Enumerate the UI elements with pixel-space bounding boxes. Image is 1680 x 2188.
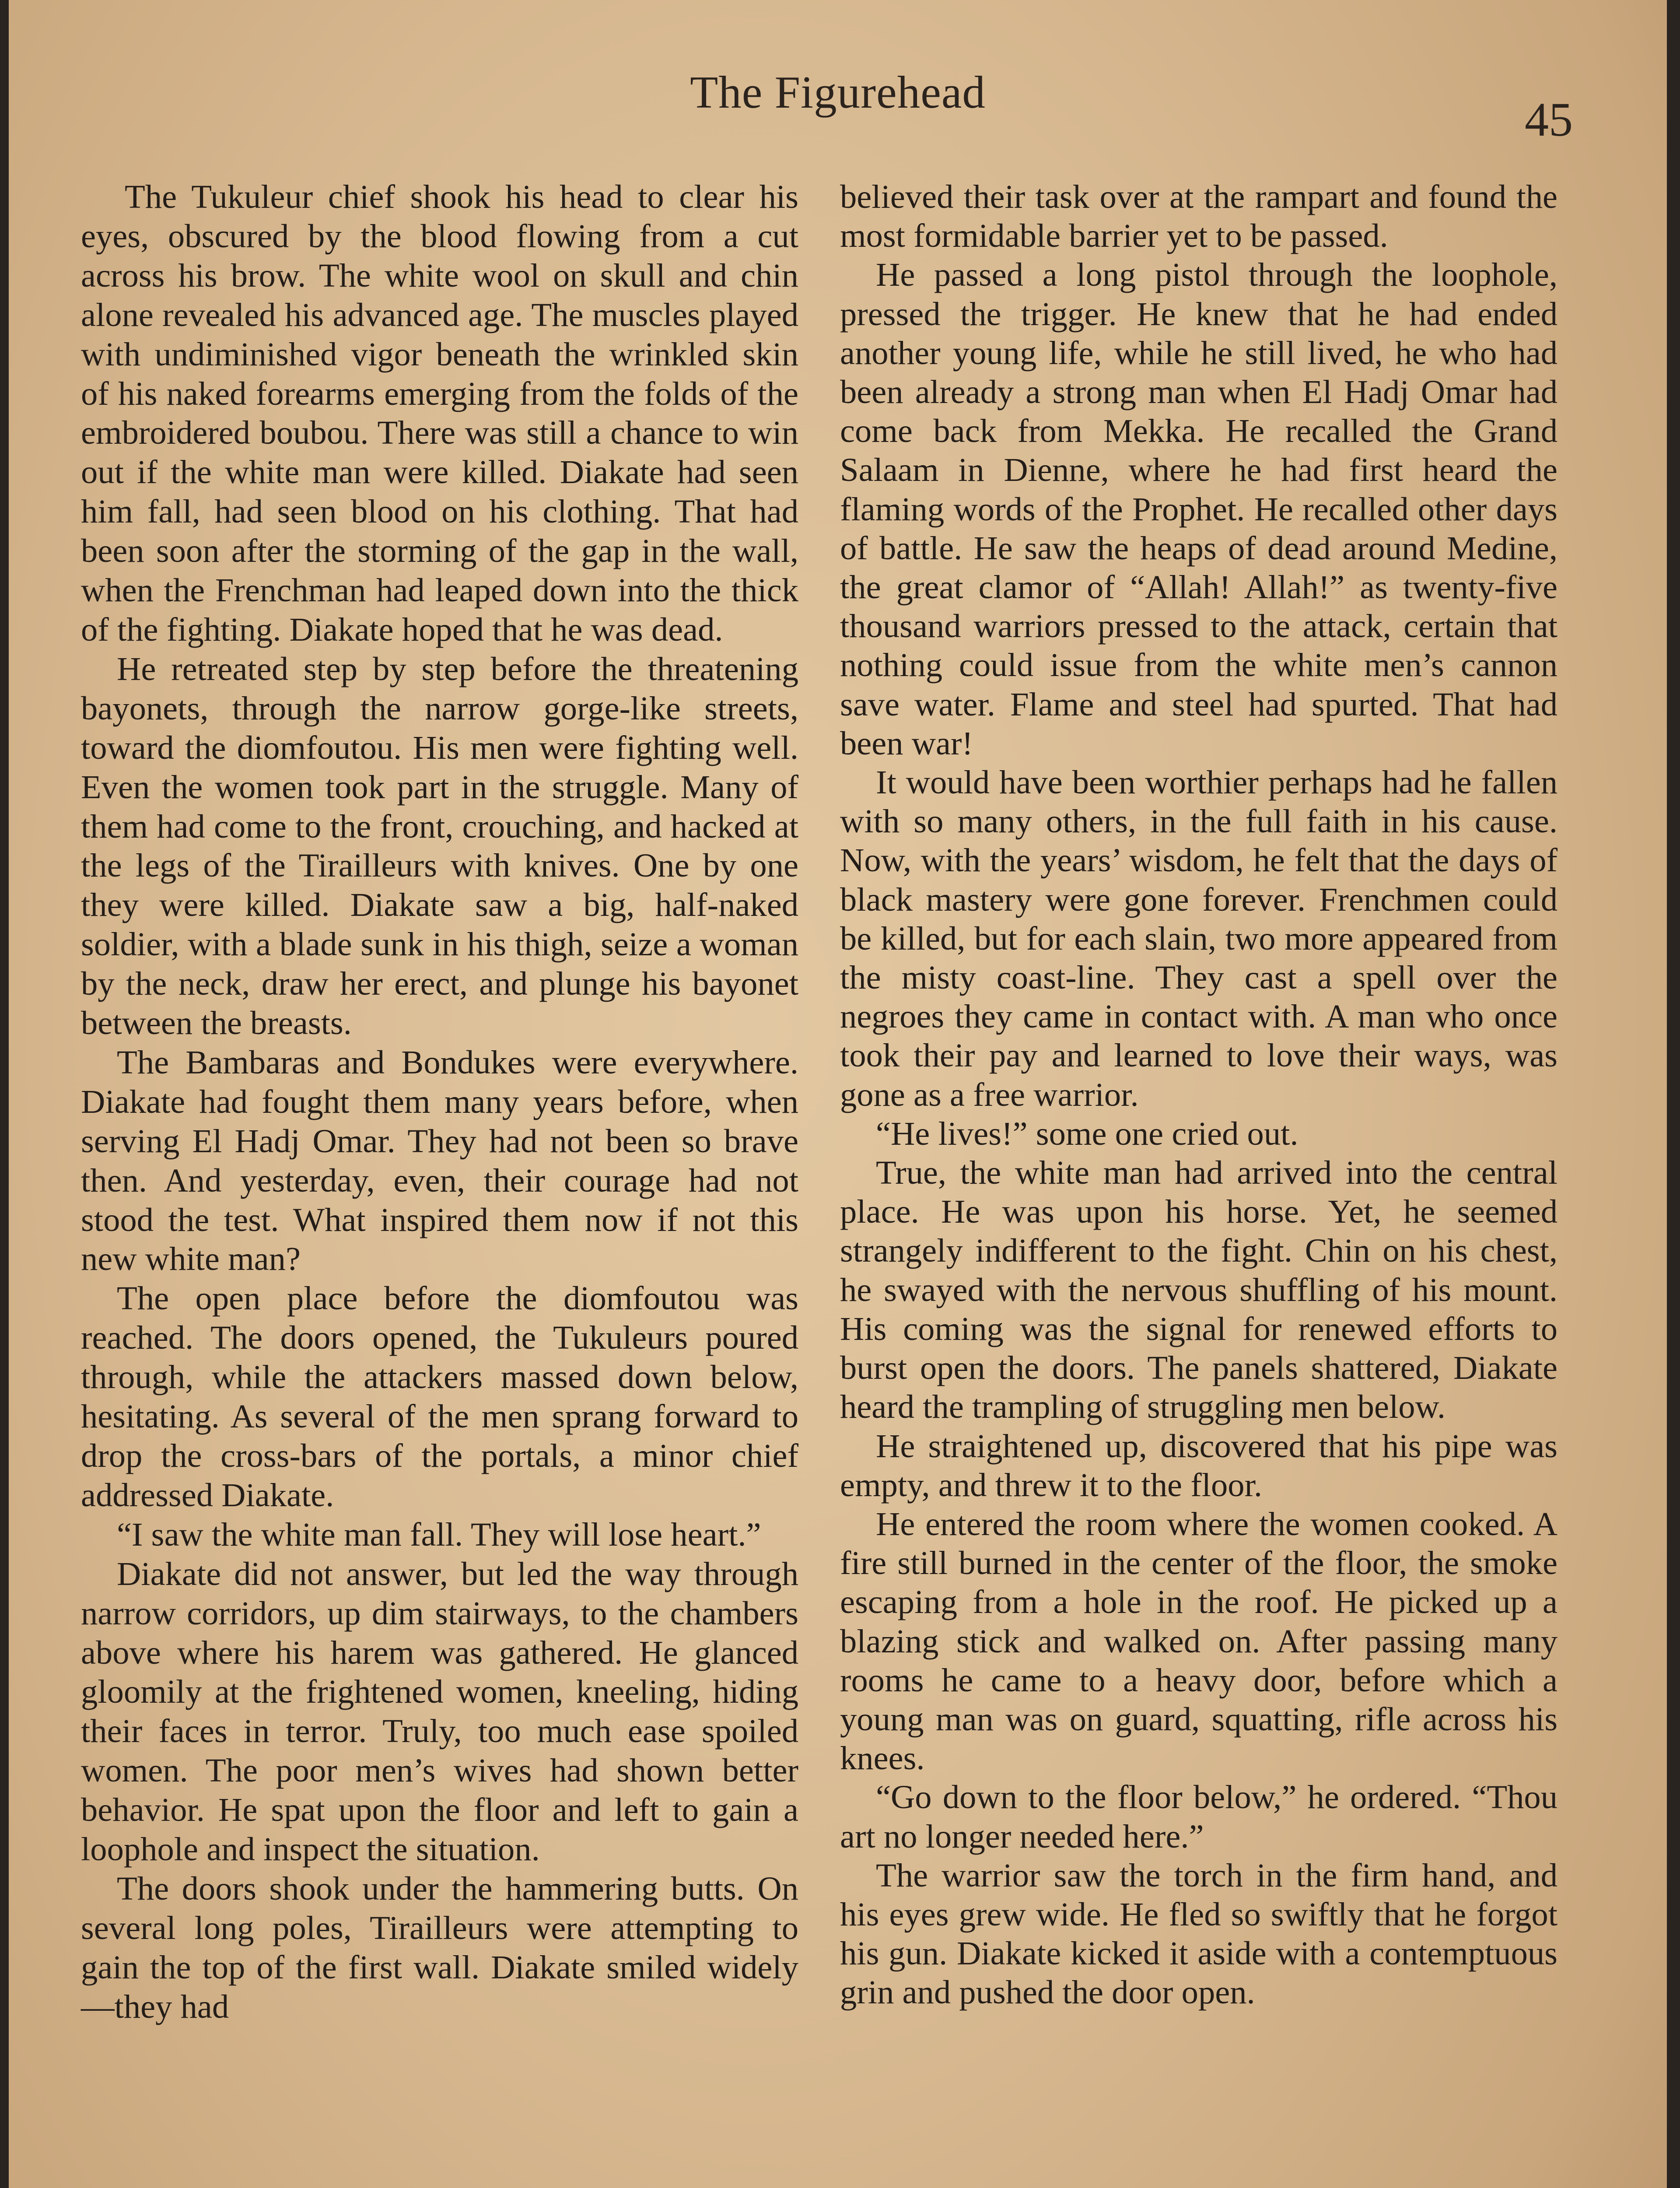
paragraph: The Tukuleur chief shook his head to clear his eyes, obscured by the blood flowing from a cut across his brow. The white wool on skull and chin alone revealed his advanced age. The muscles played with undiminished vigor beneath the wrinkled skin of his naked forearms emerging from the folds of the embroidered boubou. There was still a chance to win out if the white man were killed. Diakate had seen him fall, had seen blood on his clothing. That had been soon after the storming of the gap in the wall, when the Frenchman had leaped down into the thick of the fighting. Diakate hoped that he was dead. [81,178,798,648]
paragraph: He passed a long pistol through the loophole, pressed the trigger. He knew that he had ended another young life, while he still lived, he who had been already a strong man when El Hadj Omar had come back from Mekka. He recalled the Grand Salaam in Dienne, where he had first heard the flaming words of the Prophet. He recalled other days of battle. He saw the heaps of dead around Medine, the great clamor of “Allah! Allah!” as twenty-five thousand warriors pressed to the attack, certain that nothing could issue from the white men’s cannon save water. Flame and steel had spurted. That had been war! [840,256,1558,762]
paragraph: “I saw the white man fall. They will lose heart.” [117,1515,761,1553]
running-title: The Figurehead [690,67,986,118]
paragraph: He straightened up, discovered that his pipe was empty, and threw it to the floor. [840,1427,1558,1504]
paragraph: The Bambaras and Bondukes were everywhere. Diakate had fought them many years before, when serving El Hadj Omar. They had not been so brave then. And yesterday, even, their courage had not stood the test. What inspired them now if not this new white man? [81,1043,798,1278]
paragraph: It would have been worthier perhaps had he fallen with so many others, in the full faith in his cause. Now, with the years’ wisdom, he felt that the days of black mastery were gone forever. Frenchmen could be killed, but for each slain, two more appeared from the misty coast-line. They cast a spell over the negroes they came in contact with. A man who once took their pay and learned to love their ways, was gone as a free warrior. [840,764,1558,1113]
right-column [840,177,1558,2012]
paragraph: The doors shook under the hammering butts. On several long poles, Tirailleurs were attempting to gain the top of the first wall. Diakate smiled widely—they had [81,1869,798,2025]
paragraph: The warrior saw the torch in the firm hand, and his eyes grew wide. He fled so swiftly that he forgot his gun. Diakate kicked it aside with a contemptuous grin and pushed the door open. [840,1856,1558,2011]
paragraph: “Go down to the floor below,” he ordered. “Thou art no longer needed here.” [840,1778,1558,1855]
paragraph: believed their task over at the rampart and found the most formidable barrier yet to be passed. [840,178,1558,255]
page-number: 45 [1525,93,1573,146]
paragraph: Diakate did not answer, but led the way through narrow corridors, up dim stairways, to the chambers above where his harem was gathered. He glanced gloomily at the frightened women, kneeling, hiding their faces in terror. Truly, too much ease spoiled women. The poor men’s wives had shown better behavior. He spat upon the floor and left to gain a loophole and inspect the situation. [81,1555,798,1868]
paragraph: He retreated step by step before the threatening bayonets, through the narrow gorge-like streets, toward the diomfoutou. His men were fighting well. Even the women took part in the struggle. Many of them had come to the front, crouching, and hacked at the legs of the Tirailleurs with knives. One by one they were killed. Diakate saw a big, half-naked soldier, with a blade sunk in his thigh, seize a woman by the neck, draw her erect, and plunge his bayonet between the breasts. [81,650,798,1042]
paragraph: “He lives!” some one cried out. [876,1115,1298,1152]
paragraph: The open place before the diomfoutou was reached. The doors opened, the Tukuleurs poured through, while the attackers massed down below, hesitating. As several of the men sprang forward to drop the cross-bars of the portals, a minor chief addressed Diakate. [81,1280,798,1514]
paragraph: He entered the room where the women cooked. A fire still burned in the center of the floor, the smoke escaping from a hole in the roof. He picked up a blazing stick and walked on. After passing many rooms he came to a heavy door, before which a young man was on guard, squatting, rifle across his knees. [840,1505,1558,1777]
paragraph: True, the white man had arrived into the central place. He was upon his horse. Yet, he seemed strangely indifferent to the fight. Chin on his chest, he swayed with the nervous shuffling of his mount. His coming was the signal for renewed efforts to burst open the doors. The panels shattered, Diakate heard the trampling of struggling men below. [840,1154,1558,1426]
book-page [9,0,1667,2188]
left-column [81,177,798,2027]
